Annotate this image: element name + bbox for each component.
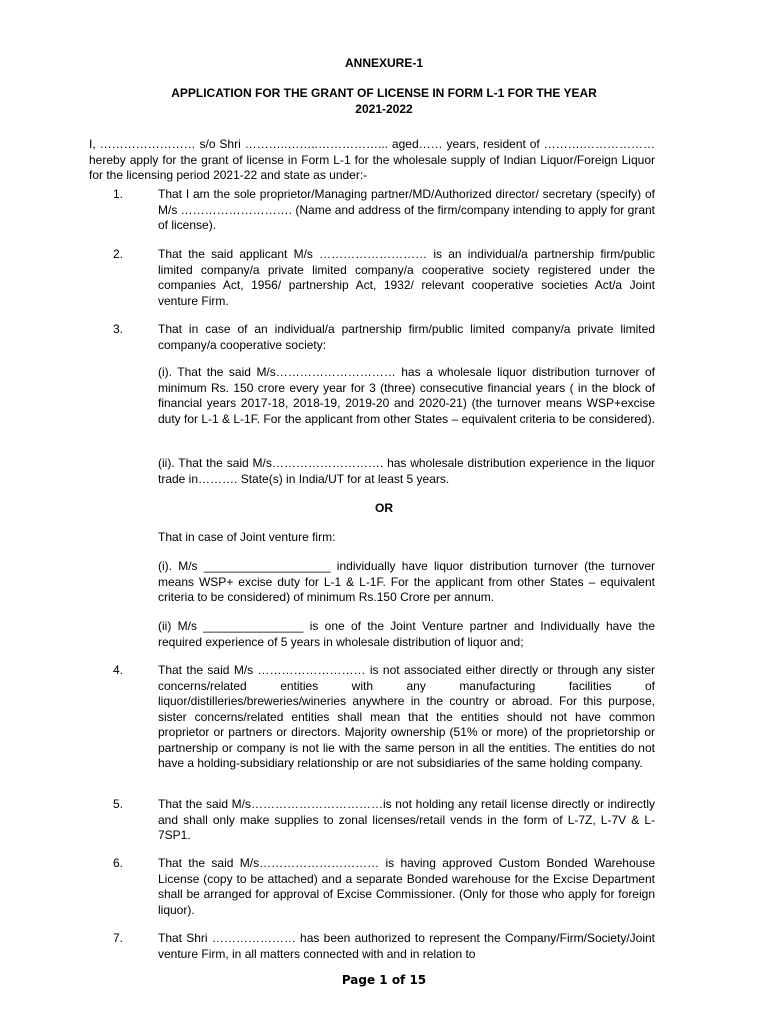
title-line-2: 2021-2022 — [355, 102, 413, 116]
item-text: That the said M/s……………………………is not holding any retail license directly or indirectly and shall only make supplies to zonal licenses/retail vends in the form of L-7Z, L-7V & L-7SP1. — [158, 797, 655, 842]
jv-item-text: (ii) M/s _______________ is one of the Joint Venture partner and Individually have the required experience of 5 years in wholesale distribution of liquor and; — [158, 619, 655, 649]
item-number: 3. — [113, 322, 124, 336]
intro-paragraph: I, …………………… s/o Shri ………..……..……………... aged…… years, resident of ……….……………… hereby apply for the grant of license in Form L-1 for the wholesale supply of Indian Liquor/Foreign Liquor for the licensing period 2021-22 and state as under:- — [89, 137, 655, 182]
item-number: 2. — [113, 247, 124, 261]
item-number: 6. — [113, 856, 124, 870]
item-text: That I am the sole proprietor/Managing partner/MD/Authorized director/ secretary (specify) of M/s ………………………. (Name and address of the firm/company intending to apply for grant of license). — [158, 187, 655, 232]
item-text: That the said M/s………………………… is having approved Custom Bonded Warehouse License (copy to be attached) and a separate Bonded warehouse for the Excise Department shall be arranged for approval of Excise Commissioner. (Only for those who apply for foreign liquor). — [158, 856, 655, 917]
item-text: That in case of an individual/a partnership firm/public limited company/a private limited company/a cooperative society: — [158, 322, 655, 352]
annexure-heading: ANNEXURE-1 — [344, 56, 423, 70]
jv-intro: That in case of Joint venture firm: — [158, 530, 336, 544]
item-number: 1. — [113, 187, 124, 201]
or-separator: OR — [375, 501, 393, 515]
item-text: That the said applicant M/s ……………………… is an individual/a partnership firm/public limited company/a private limited company/a cooperative society registered under the companies Act, 1956/ partnership Act, 1932/ relevant cooperative societies Act/a Joint venture Firm. — [158, 247, 655, 308]
page-footer: Page 1 of 15 — [341, 973, 427, 987]
sub-item-text: (i). That the said M/s………………………… has a wholesale liquor distribution turnover of minimum Rs. 150 crore every year for 3 (three) consecutive financial years ( in the block of financial years 2017-18, 2018-19, 2019-20 and 2020-21) (the turnover means WSP+excise duty for L-1 & L-1F. For the applicant from other States – equivalent criteria to be considered). — [158, 365, 655, 426]
sub-item-text: (ii). That the said M/s………………………. has wholesale distribution experience in the liquor trade in………. State(s) in India/UT for at least 5 years. — [158, 456, 655, 486]
jv-item-text: (i). M/s ___________________ individually have liquor distribution turnover (the turnover means WSP+ excise duty for L-1 & L-1F. For the applicant from other States – equivalent criteria to be considered) of minimum Rs.150 Crore per annum. — [158, 559, 655, 604]
item-text: That Shri ………………… has been authorized to represent the Company/Firm/Society/Joint venture Firm, in all matters connected with and in relation to — [158, 931, 655, 961]
item-number: 4. — [113, 663, 124, 677]
item-number: 7. — [113, 931, 124, 945]
item-number: 5. — [113, 797, 124, 811]
title-line-1: APPLICATION FOR THE GRANT OF LICENSE IN FORM L-1 FOR THE YEAR — [171, 86, 597, 100]
item-text: That the said M/s ……………………… is not associated either directly or through any sister concerns/related entities with any manufacturing facilities of liquor/distilleries/breweries/wineries anywhere in the country or abroad. For this purpose, sister concerns/related entities shall mean that the entities should not have common proprietor or partners or directors. Majority ownership (51% or more) of the proprietorship or partnership or company is not lie with the same person in all the entities. The entities do not have a holding-subsidiary relationship or are not subsidiaries of the same holding company. — [158, 663, 655, 770]
